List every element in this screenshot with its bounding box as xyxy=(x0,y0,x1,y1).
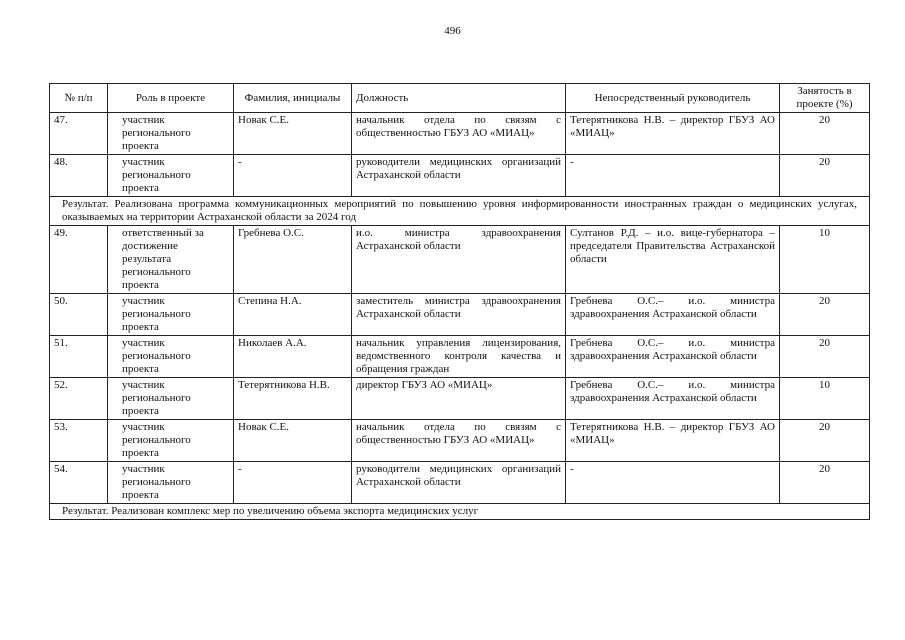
table-row xyxy=(50,226,870,294)
row-load: 20 xyxy=(780,420,870,462)
row-number: 49. xyxy=(50,226,108,294)
table-row xyxy=(50,155,870,197)
row-load: 20 xyxy=(780,113,870,155)
result-text: Результат. Реализован комплекс мер по увеличению объема экспорта медицинских услуг xyxy=(50,504,870,520)
row-role: участник регионального проекта xyxy=(108,336,234,378)
header-name: Фамилия, инициалы xyxy=(234,84,352,113)
row-supervisor: Гребнева О.С.– и.о. министра здравоохранения Астраханской области xyxy=(566,378,780,420)
row-load: 10 xyxy=(780,378,870,420)
row-role: ответственный за достижение результата регионального проекта xyxy=(108,226,234,294)
row-role: участник регионального проекта xyxy=(108,155,234,197)
row-supervisor: - xyxy=(566,462,780,504)
row-name: Новак С.Е. xyxy=(234,420,352,462)
row-role: участник регионального проекта xyxy=(108,113,234,155)
row-supervisor: Султанов Р.Д. – и.о. вице-губернатора – председателя Правительства Астраханской области xyxy=(566,226,780,294)
row-name: Тетерятникова Н.В. xyxy=(234,378,352,420)
row-load: 20 xyxy=(780,336,870,378)
row-role: участник регионального проекта xyxy=(108,420,234,462)
row-supervisor: - xyxy=(566,155,780,197)
header-num: № п/п xyxy=(50,84,108,113)
header-position: Должность xyxy=(352,84,566,113)
row-position: руководители медицинских организаций Астраханской области xyxy=(352,155,566,197)
table-row xyxy=(50,420,870,462)
row-position: директор ГБУЗ АО «МИАЦ» xyxy=(352,378,566,420)
row-position: руководители медицинских организаций Астраханской области xyxy=(352,462,566,504)
table-row xyxy=(50,462,870,504)
row-position: начальник отдела по связям с общественностью ГБУЗ АО «МИАЦ» xyxy=(352,420,566,462)
header-role: Роль в проекте xyxy=(108,84,234,113)
row-supervisor: Тетерятникова Н.В. – директор ГБУЗ АО «МИАЦ» xyxy=(566,113,780,155)
table-row xyxy=(50,336,870,378)
row-position: заместитель министра здравоохранения Астраханской области xyxy=(352,294,566,336)
row-number: 50. xyxy=(50,294,108,336)
result-row xyxy=(50,197,870,226)
row-number: 52. xyxy=(50,378,108,420)
row-position: начальник управления лицензирования, ведомственного контроля качества и обращения граждан xyxy=(352,336,566,378)
row-position: начальник отдела по связям с общественностью ГБУЗ АО «МИАЦ» xyxy=(352,113,566,155)
header-row xyxy=(50,84,870,113)
row-role: участник регионального проекта xyxy=(108,462,234,504)
row-supervisor: Гребнева О.С.– и.о. министра здравоохранения Астраханской области xyxy=(566,294,780,336)
row-name: Степина Н.А. xyxy=(234,294,352,336)
row-name: - xyxy=(234,462,352,504)
row-number: 51. xyxy=(50,336,108,378)
table-row xyxy=(50,294,870,336)
table-row xyxy=(50,378,870,420)
row-load: 20 xyxy=(780,462,870,504)
row-number: 54. xyxy=(50,462,108,504)
row-name: Гребнева О.С. xyxy=(234,226,352,294)
row-name: - xyxy=(234,155,352,197)
row-load: 20 xyxy=(780,294,870,336)
row-supervisor: Тетерятникова Н.В. – директор ГБУЗ АО «МИАЦ» xyxy=(566,420,780,462)
row-number: 47. xyxy=(50,113,108,155)
row-supervisor: Гребнева О.С.– и.о. министра здравоохранения Астраханской области xyxy=(566,336,780,378)
row-position: и.о. министра здравоохранения Астраханской области xyxy=(352,226,566,294)
row-name: Новак С.Е. xyxy=(234,113,352,155)
row-number: 53. xyxy=(50,420,108,462)
result-row xyxy=(50,504,870,520)
row-name: Николаев А.А. xyxy=(234,336,352,378)
page-number: 496 xyxy=(444,25,461,37)
row-number: 48. xyxy=(50,155,108,197)
row-load: 10 xyxy=(780,226,870,294)
row-role: участник регионального проекта xyxy=(108,294,234,336)
result-text: Результат. Реализована программа коммуникационных мероприятий по повышению уровня информированности иностранных граждан о медицинских услугах, оказываемых на территории Астраханской области за 2024 год xyxy=(50,197,870,226)
table-row xyxy=(50,113,870,155)
header-supervisor: Непосредственный руководитель xyxy=(566,84,780,113)
row-load: 20 xyxy=(780,155,870,197)
project-staff-table xyxy=(49,83,870,520)
row-role: участник регионального проекта xyxy=(108,378,234,420)
header-load: Занятость в проекте (%) xyxy=(780,84,870,113)
